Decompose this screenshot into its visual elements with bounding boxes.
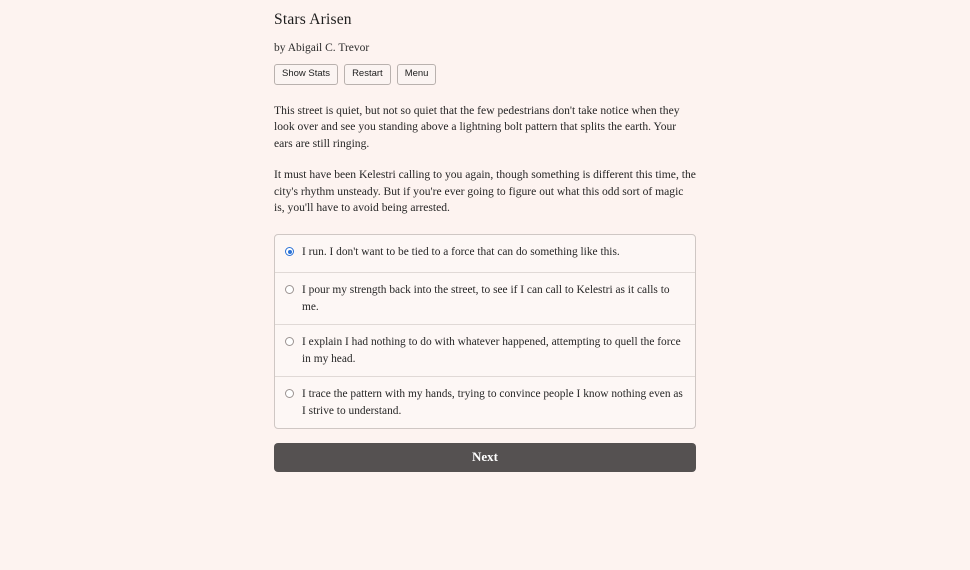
toolbar bbox=[274, 64, 696, 85]
choice-label: I explain I had nothing to do with whatever happened, attempting to quell the force in my head. bbox=[302, 336, 681, 365]
author-byline: by Abigail C. Trevor bbox=[274, 42, 370, 54]
choice-option-3[interactable] bbox=[275, 325, 695, 377]
choice-list bbox=[274, 234, 696, 429]
show-stats-button[interactable]: Show Stats bbox=[274, 64, 338, 85]
choice-option-2[interactable] bbox=[275, 273, 695, 325]
radio-icon[interactable] bbox=[285, 285, 294, 294]
page-title: Stars Arisen bbox=[274, 11, 352, 28]
story-container bbox=[274, 0, 696, 472]
choice-label: I trace the pattern with my hands, trying to convince people I know nothing even as I strive to understand. bbox=[302, 388, 683, 417]
choice-option-4[interactable] bbox=[275, 377, 695, 428]
story-paragraph-2: It must have been Kelestri calling to you again, though something is different this time, the city's rhythm unsteady. But if you're ever going to figure out what this odd sort of magic is, you'll have to avoid being arrested. bbox=[274, 167, 696, 215]
radio-icon[interactable] bbox=[285, 247, 294, 256]
radio-icon[interactable] bbox=[285, 389, 294, 398]
radio-icon[interactable] bbox=[285, 337, 294, 346]
choice-label: I pour my strength back into the street, to see if I can call to Kelestri as it calls to me. bbox=[302, 284, 670, 313]
choice-label: I run. I don't want to be tied to a force that can do something like this. bbox=[302, 246, 620, 259]
choice-option-1[interactable] bbox=[275, 235, 695, 273]
restart-button[interactable]: Restart bbox=[344, 64, 391, 85]
next-button[interactable]: Next bbox=[274, 443, 696, 472]
menu-button[interactable]: Menu bbox=[397, 64, 437, 85]
story-paragraph-1: This street is quiet, but not so quiet that the few pedestrians don't take notice when they look over and see you standing above a lightning bolt pattern that splits the earth. Your ears are still ringing. bbox=[274, 103, 680, 151]
